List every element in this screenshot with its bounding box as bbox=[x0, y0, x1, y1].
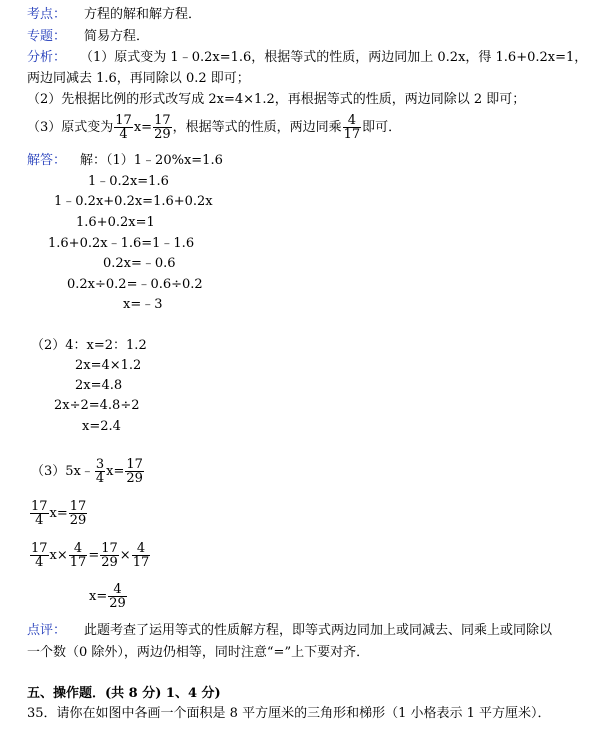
jieda-line bbox=[27, 153, 223, 169]
fraction: $\frac{17}{29}$ bbox=[154, 113, 171, 142]
solution-step: （2）4：x=2：1.2 bbox=[31, 338, 147, 353]
solution-step: x=﹣3 bbox=[123, 297, 163, 312]
fraction: $\frac{4}{17}$ bbox=[132, 541, 150, 570]
fraction: $\frac{17}{4}$ bbox=[31, 499, 48, 528]
kaodian-text: 方程的解和解方程． bbox=[84, 7, 202, 22]
solution-step: 解：（1）1﹣20%x=1.6 bbox=[80, 153, 223, 168]
fenxi-text-1: （1）原式变为 1﹣0.2x=1.6，根据等式的性质，两边同加上 0.2x，得 1.6+0.2x=1， bbox=[80, 50, 588, 65]
solution-step: （3）5x﹣ $\frac{3}{4}$ x= $\frac{17}{29}$ bbox=[31, 457, 143, 486]
question-35: 35．请你在如图中各画一个面积是 8 平方厘米的三角形和梯形（1 小格表示 1 平方厘米）． bbox=[27, 706, 551, 721]
solution-step: x=2.4 bbox=[82, 419, 121, 434]
solution-step: 2x÷2=4.8÷2 bbox=[54, 398, 140, 413]
solution-step: 1﹣0.2x+0.2x=1.6+0.2x bbox=[54, 194, 213, 209]
jieda-label: 解答： bbox=[27, 153, 67, 168]
fenxi-label: 分析： bbox=[27, 50, 67, 65]
fraction: $\frac{17}{4}$ bbox=[115, 113, 132, 142]
zhuanti-line bbox=[27, 29, 149, 45]
kaodian-label: 考点： bbox=[27, 7, 67, 22]
fraction: $\frac{4}{29}$ bbox=[109, 582, 126, 611]
dianping-label: 点评： bbox=[27, 623, 67, 638]
dianping-line1 bbox=[27, 623, 552, 639]
solution-step: 0.2x=﹣0.6 bbox=[103, 256, 176, 271]
fenxi-line3: （2）先根据比例的形式改写成 2x=4×1.2，再根据等式的性质，两边同除以 2 即可； bbox=[27, 92, 526, 107]
fraction: $\frac{3}{4}$ bbox=[95, 457, 105, 486]
fraction: $\frac{4}{17}$ bbox=[69, 541, 87, 570]
solution-step: 2x=4.8 bbox=[75, 378, 123, 393]
solution-step: 2x=4×1.2 bbox=[75, 358, 142, 373]
fenxi-line1 bbox=[27, 50, 587, 66]
solution-step: $\frac{17}{4}$ x× $\frac{4}{17}$ = $\frac{17}{29}$ × $\frac{4}{17}$ bbox=[31, 541, 150, 570]
fraction: $\frac{17}{29}$ bbox=[126, 457, 143, 486]
fraction: $\frac{17}{29}$ bbox=[69, 499, 87, 528]
fenxi-line2: 两边同减去 1.6，再同除以 0.2 即可； bbox=[27, 71, 250, 86]
fraction: $\frac{4}{17}$ bbox=[343, 113, 361, 142]
dianping-text-1: 此题考查了运用等式的性质解方程，即等式两边同加上或同减去、同乘上或同除以 bbox=[84, 623, 553, 638]
solution-step: x= $\frac{4}{29}$ bbox=[89, 582, 126, 611]
solution-step: $\frac{17}{4}$ x= $\frac{17}{29}$ bbox=[31, 499, 87, 528]
solution-step: 1.6+0.2x﹣1.6=1﹣1.6 bbox=[48, 236, 195, 251]
zhuanti-label: 专题： bbox=[27, 29, 67, 44]
solution-step: 0.2x÷0.2=﹣0.6÷0.2 bbox=[67, 277, 203, 292]
fraction: $\frac{17}{29}$ bbox=[101, 541, 118, 570]
section-title: 五、操作题．(共 8 分) 1、4 分) bbox=[27, 686, 221, 701]
fenxi-line4: （3）原式变为 $\frac{17}{4}$ x= $\frac{17}{29}$ ，根据等式的性质，两边同乘 $\frac{4}{17}$ 即可． bbox=[27, 113, 402, 142]
dianping-line2: 一个数（0 除外），两边仍相等，同时注意“=”上下要对齐． bbox=[27, 645, 370, 660]
kaodian-line bbox=[27, 7, 201, 23]
zhuanti-text: 简易方程． bbox=[84, 29, 150, 44]
solution-step: 1﹣0.2x=1.6 bbox=[88, 174, 169, 189]
solution-step: 1.6+0.2x=1 bbox=[76, 215, 155, 230]
fraction: $\frac{17}{4}$ bbox=[31, 541, 48, 570]
